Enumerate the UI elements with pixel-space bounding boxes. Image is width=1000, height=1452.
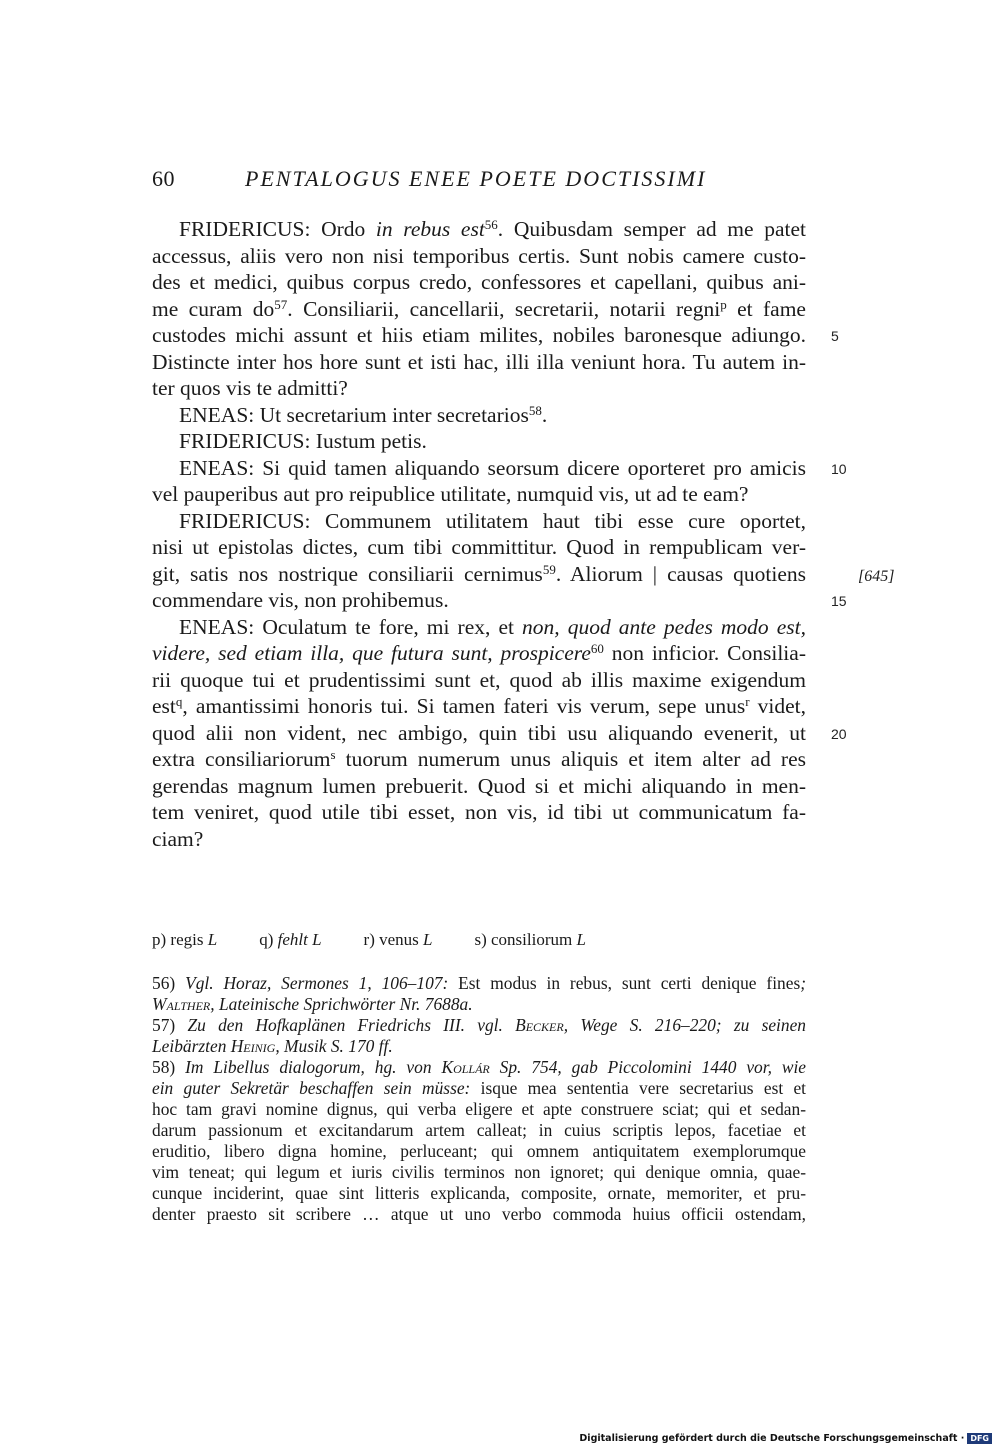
text-line — [152, 826, 806, 853]
text-run: me curam do — [152, 296, 275, 321]
text-run: gerendas magnum lumen prebuerit. Quod si et michi aliquando in men- — [152, 773, 806, 798]
text-run: 57) — [152, 1015, 188, 1035]
text-run: nisi ut epistolas dictes, cum tibi committitur. Quod in rempublicam ver- — [152, 535, 806, 559]
footnotes — [152, 973, 806, 1225]
text-run: , amantissimi honoris tui. Si tamen fateri vis verum, sepe unus — [182, 694, 746, 718]
text-line — [152, 322, 806, 349]
footnote-line — [152, 1183, 806, 1204]
running-title: PENTALOGUS ENEE POETE DOCTISSIMI — [245, 166, 707, 191]
text-line — [152, 243, 806, 270]
text-line — [152, 667, 806, 694]
text-line — [152, 720, 806, 747]
text-run: isque mea sententia vere secretarius est et — [470, 1078, 807, 1098]
text-line — [152, 428, 806, 455]
text-run: Vgl. Horaz, Sermones 1, 106–107: — [185, 973, 449, 993]
footnote-line — [152, 1141, 806, 1162]
text-line — [152, 693, 806, 720]
text-run: eruditio, libero digna homine, perluceant; qui omnem antiquitatem exemplorumque — [152, 1141, 806, 1161]
text-run: Im Libellus dialogorum, hg. von — [185, 1057, 442, 1077]
text-run: hoc tam gravi nomine dignus, qui verba eligere et apte construere sciat; qui et sedan- — [152, 1099, 806, 1119]
text-run: videre, sed etiam illa, que futura sunt, prospicere — [152, 641, 591, 665]
text-run: r) venus — [363, 930, 424, 949]
text-run: Zu den Hofkaplänen Friedrichs III. vgl. — [187, 1015, 516, 1035]
text-line — [152, 773, 806, 800]
footnote-line — [152, 1204, 806, 1225]
footnote-ref: s — [330, 747, 336, 762]
text-line — [152, 746, 806, 773]
text-run: commendare vis, non prohibemus. — [152, 588, 449, 612]
text-run: . Consiliarii, cancellarii, secretarii, notarii regni — [287, 296, 721, 321]
text-run: Becker — [515, 1015, 564, 1035]
text-run: non, quod ante pedes modo est, — [522, 614, 807, 639]
text-run: videt, — [749, 694, 806, 718]
footnote-ref: p — [720, 296, 727, 312]
text-line — [152, 614, 806, 641]
text-line — [152, 534, 806, 561]
text-line — [152, 402, 806, 429]
text-run: non inficior. Consilia- — [603, 641, 806, 665]
critical-apparatus — [152, 930, 806, 950]
text-run: . Aliorum | causas quotiens — [555, 561, 806, 586]
text-line — [152, 481, 806, 508]
footnote-line — [152, 1015, 806, 1036]
footnote-ref: 58 — [528, 402, 542, 418]
line-number: 20 — [831, 725, 847, 742]
text-run: ein guter Sekretär beschaffen sein müsse: — [152, 1078, 471, 1098]
text-run: q) — [259, 930, 278, 949]
text-run: ciam? — [152, 826, 204, 851]
line-number: 10 — [831, 460, 847, 477]
text-run: vim teneat; qui legum et iuris civilis terminos non ignoret; qui denique omnia, quae- — [152, 1162, 806, 1182]
text-line — [152, 455, 806, 482]
apparatus-entry — [364, 930, 433, 949]
text-run: , Musik S. 170 ff. — [275, 1036, 393, 1056]
text-run: custodes michi assunt et hiis etiam milites, nobiles baronesque adiungo. — [152, 323, 806, 347]
text-run: p) regis — [152, 930, 208, 949]
text-run: ENEAS: Ut secretarium inter secretarios — [179, 402, 529, 427]
footnote-ref: 59 — [542, 561, 556, 577]
footnote-line — [152, 1036, 806, 1057]
dfg-logo: DFG — [967, 1433, 992, 1444]
text-run: est — [152, 694, 176, 718]
text-run: 56) — [152, 973, 186, 993]
main-text — [152, 216, 806, 852]
text-run: des et medici, quibus corpus credo, confessores et capellani, quibus ani- — [152, 270, 806, 294]
apparatus-entry — [259, 930, 321, 949]
text-run: ter quos vis te admitti? — [152, 376, 348, 400]
text-run: ENEAS: Si quid tamen aliquando seorsum dicere oporteret pro amicis — [179, 455, 806, 480]
text-line — [152, 561, 806, 588]
folio-marker: [645] — [858, 568, 895, 585]
footnote-ref: r — [745, 694, 750, 709]
footnote-line — [152, 994, 806, 1015]
text-run: rii quoque tui et prudentissimi sunt et, quod ab illis maxime exigendum — [152, 667, 806, 692]
text-run: tem veniret, quod utile tibi esset, non vis, id tibi ut communicatum fa- — [152, 800, 806, 824]
text-run: L — [576, 930, 586, 949]
footnote-ref: 56 — [484, 217, 498, 232]
text-line — [152, 375, 806, 402]
text-run: , Lateinische Sprichwörter Nr. 7688a. — [210, 994, 473, 1014]
footnote-ref: 60 — [590, 641, 604, 656]
footnote-ref: 57 — [274, 296, 288, 312]
text-run: quod alii non vident, nec ambigo, quin tibi usu aliquando evenerit, ut — [152, 720, 806, 745]
text-run: in rebus est — [375, 217, 485, 241]
text-run: L — [207, 930, 218, 949]
footnote-line — [152, 1120, 806, 1141]
text-run: L — [423, 930, 433, 949]
text-run: s) consiliorum — [474, 930, 577, 949]
text-line — [152, 349, 806, 376]
apparatus-entry — [152, 930, 217, 949]
text-run: Walther — [152, 994, 211, 1014]
footnote-line — [152, 973, 806, 994]
text-run: tuorum numerum unus aliquis et item alter ad res — [335, 747, 806, 771]
apparatus-entry — [474, 930, 585, 949]
text-run: vel pauperibus aut pro reipublice utilitate, numquid vis, ut ad te eam? — [152, 482, 749, 506]
text-line — [152, 799, 806, 826]
text-run: FRIDERICUS: Communem utilitatem haut tibi esse cure oportet, — [179, 508, 806, 533]
text-run: Sp. 754, gab Piccolomini 1440 vor, wie — [489, 1057, 807, 1077]
text-run: 58) — [152, 1057, 186, 1077]
text-run: . — [541, 402, 548, 427]
text-run: cunque inciderint, quae sint litteris explicanda, composite, ornate, memoriter, et pru- — [152, 1183, 806, 1203]
footnote-line — [152, 1057, 806, 1078]
text-run: , Wege S. 216–220; zu seinen — [563, 1015, 807, 1035]
funding-text: Digitalisierung gefördert durch die Deutsche Forschungsgemeinschaft · — [579, 1433, 965, 1444]
footnote-line — [152, 1099, 806, 1120]
text-run: fehlt L — [277, 930, 322, 949]
line-number: 5 — [831, 328, 839, 344]
text-line — [152, 587, 806, 614]
text-run: ENEAS: Oculatum te fore, mi rex, et — [179, 614, 523, 639]
text-line — [152, 508, 806, 535]
text-run: git, satis nos nostrique consiliarii cernimus — [152, 561, 543, 586]
text-run: Heinig — [230, 1036, 276, 1056]
funding-footer — [579, 1433, 992, 1444]
text-run: darum passionum et excitandarum artem calleat; in cuius scriptis lepos, facetiae et — [152, 1120, 806, 1140]
text-line — [152, 216, 806, 243]
text-run: ; — [800, 973, 807, 993]
text-line — [152, 296, 806, 323]
text-run: . Quibusdam semper ad me patet — [497, 217, 806, 241]
text-run: extra consiliariorum — [152, 747, 331, 771]
text-line — [152, 640, 806, 667]
text-run: Leibärzten — [152, 1036, 231, 1056]
page-number: 60 — [152, 166, 175, 191]
text-line — [152, 269, 806, 296]
footnote-ref: q — [175, 694, 183, 709]
footnote-line — [152, 1162, 806, 1183]
text-run: denter praesto sit scribere … atque ut uno verbo commoda huius officii ostendam, — [152, 1204, 806, 1224]
text-run: FRIDERICUS: Iustum petis. — [179, 429, 427, 453]
text-run: Kollár — [441, 1057, 490, 1077]
text-run: et fame — [726, 296, 806, 321]
text-run: accessus, aliis vero non nisi temporibus certis. Sunt nobis camere custo- — [152, 243, 806, 268]
footnote-line — [152, 1078, 806, 1099]
text-run: Distincte inter hos hore sunt et isti hac, illi illa veniunt hora. Tu autem in- — [152, 349, 806, 374]
text-run: FRIDERICUS: Ordo — [179, 217, 376, 241]
line-number: 15 — [831, 593, 847, 609]
text-run: Est modus in rebus, sunt certi denique fines — [448, 973, 801, 993]
